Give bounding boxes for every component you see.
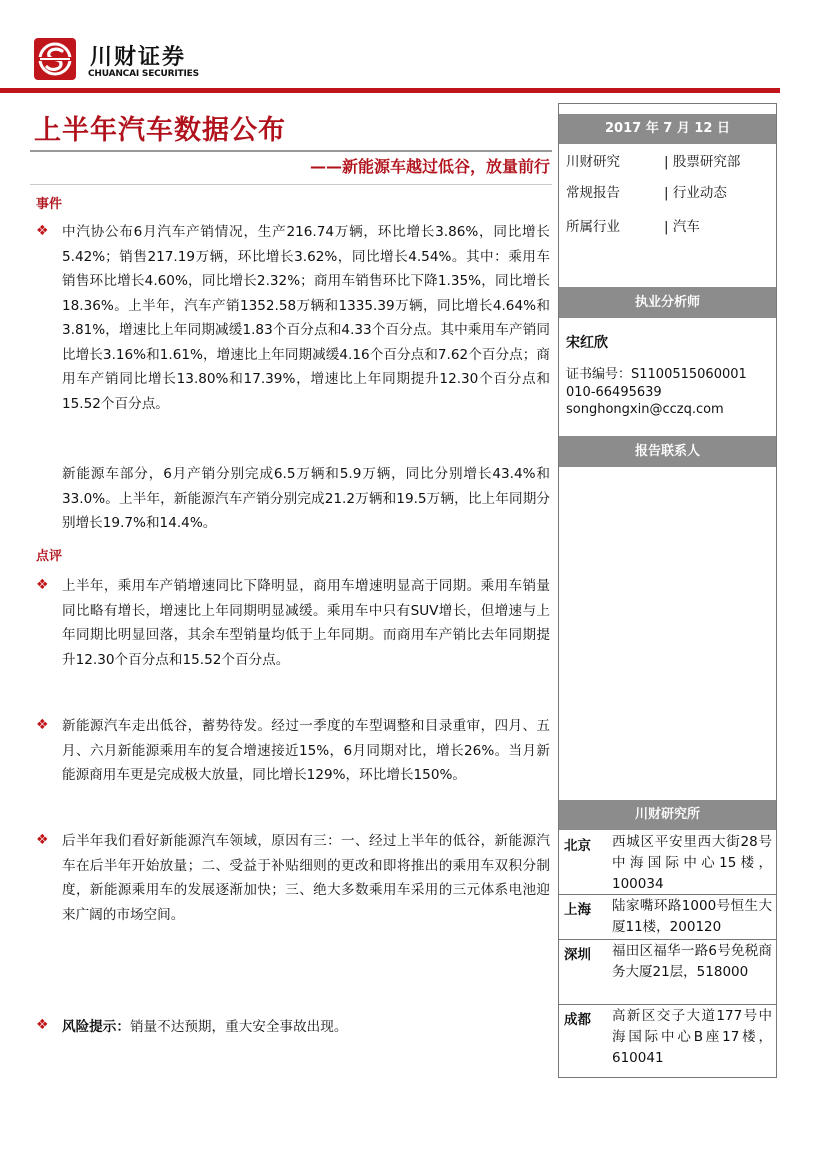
- event-paragraph-2: 新能源车部分，6月产销分别完成6.5万辆和5.9万辆，同比分别增长43.4%和33.0%。上半年，新能源汽车产销分别完成21.2万辆和19.5万辆，比上年同期分别增长19.7%和14.4%。: [62, 466, 550, 531]
- analyst-header: 执业分析师: [559, 287, 776, 318]
- office-divider: [559, 1004, 776, 1005]
- analyst-name: 宋红欣: [566, 335, 608, 351]
- report-subtitle: ——新能源车越过低谷，放量前行: [309, 157, 550, 176]
- risk-label: 风险提示：: [62, 1019, 130, 1035]
- subtitle-rule: [30, 184, 552, 185]
- meta-label-industry: 所属行业: [566, 219, 620, 235]
- chuancai-logo-icon: [34, 38, 76, 80]
- logo-text-cn: 川财证券: [90, 45, 187, 70]
- analyst-phone: 010-66495639: [566, 385, 662, 400]
- institute-header: 川财研究所: [559, 800, 776, 830]
- diamond-bullet-icon: ❖: [36, 832, 49, 848]
- comment-heading: 点评: [36, 549, 63, 564]
- office-divider: [559, 939, 776, 940]
- diamond-bullet-icon: ❖: [36, 223, 49, 239]
- comment-paragraph-3: 后半年我们看好新能源汽车领域，原因有三：一、经过上半年的低谷，新能源汽车在后半年开始放量；二、受益于补贴细则的更改和即将推出的乘用车双积分制度，新能源乘用车的发展逐渐加快；三、绝大多数乘用车采用的三元体系电池迎来广阔的市场空间。: [62, 833, 550, 923]
- diamond-bullet-icon: ❖: [36, 577, 49, 593]
- meta-label-research: 川财研究: [566, 154, 620, 170]
- office-city-chengdu: 成都: [564, 1012, 591, 1028]
- meta-value-research: | 股票研究部: [664, 154, 741, 170]
- analyst-cert: 证书编号：S1100515060001: [566, 367, 747, 382]
- report-date: 2017 年 7 月 12 日: [559, 114, 776, 144]
- office-address-chengdu: 高新区交子大道177号中海国际中心B座17楼，610041: [612, 1008, 772, 1066]
- office-city-beijing: 北京: [564, 838, 591, 854]
- office-address-shenzhen: 福田区福华一路6号免税商务大厦21层，518000: [612, 943, 772, 980]
- contact-header: 报告联系人: [559, 436, 776, 467]
- diamond-bullet-icon: ❖: [36, 1017, 49, 1033]
- office-divider: [559, 894, 776, 895]
- office-address-shanghai: 陆家嘴环路1000号恒生大厦11楼，200120: [612, 898, 772, 935]
- analyst-email[interactable]: songhongxin@cczq.com: [566, 402, 724, 417]
- office-city-shanghai: 上海: [564, 902, 591, 918]
- meta-value-industry: | 汽车: [664, 219, 700, 235]
- header-red-bar: [0, 88, 780, 93]
- title-rule: [30, 150, 552, 152]
- office-city-shenzhen: 深圳: [564, 947, 591, 963]
- risk-text: 销量不达预期，重大安全事故出现。: [129, 1019, 348, 1035]
- meta-value-report: | 行业动态: [664, 185, 727, 201]
- comment-paragraph-2: 新能源汽车走出低谷，蓄势待发。经过一季度的车型调整和目录重审，四月、五月、六月新能源乘用车的复合增速接近15%，6月同期对比，增长26%。当月新能源商用车更是完成极大放量，同比增长129%，环比增长150%。: [62, 718, 550, 783]
- report-title: 上半年汽车数据公布: [34, 115, 286, 146]
- office-address-beijing: 西城区平安里西大街28号中海国际中心15楼，100034: [612, 834, 772, 892]
- meta-label-report: 常规报告: [566, 185, 620, 201]
- logo-text-en: CHUANCAI SECURITIES: [88, 69, 199, 79]
- event-paragraph-1: 中汽协公布6月汽车产销情况，生产216.74万辆，环比增长3.86%，同比增长5.42%；销售217.19万辆，环比增长3.62%，同比增长4.54%。其中：乘用车销售环比增长4.60%，同比增长2.32%；商用车销售环比下降1.35%，同比增长18.36%。上半年，汽车产销1352.58万辆和1335.39万辆，同比增长4.64%和3.81%，增速比上年同期减缓1.83个百分点和4.33个百分点。其中乘用车产销同比增长3.16%和1.61%，增速比上年同期减缓4.16个百分点和7.62个百分点；商用车产销同比增长13.80%和17.39%，增速比上年同期提升12.30个百分点和15.52个百分点。: [62, 224, 550, 412]
- risk-line: [62, 1015, 347, 1035]
- event-heading: 事件: [36, 197, 63, 212]
- comment-paragraph-1: 上半年，乘用车产销增速同比下降明显，商用车增速明显高于同期。乘用车销量同比略有增长，增速比上年同期明显减缓。乘用车中只有SUV增长，但增速与上年同期比明显回落，其余车型销量均低于上年同期。而商用车产销比去年同期提升12.30个百分点和15.52个百分点。: [62, 578, 550, 668]
- diamond-bullet-icon: ❖: [36, 717, 49, 733]
